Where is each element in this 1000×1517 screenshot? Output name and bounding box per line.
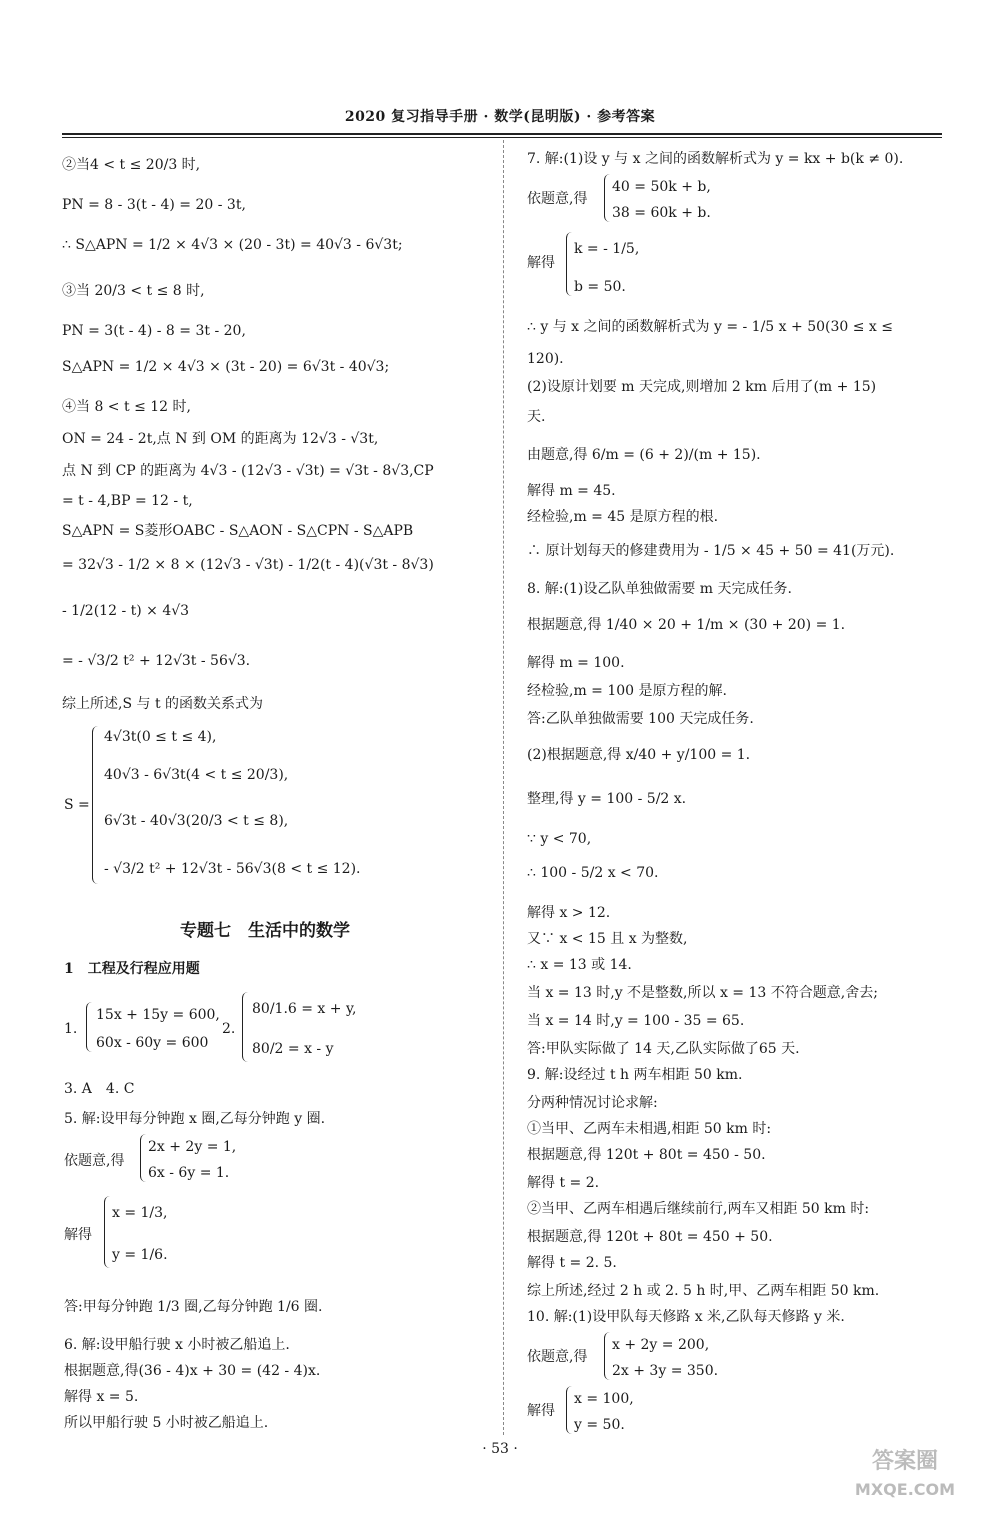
text-line: (2)根据题意,得 x/40 + y/100 = 1. [527, 747, 751, 763]
text-line: 7. 解:(1)设 y 与 x 之间的函数解析式为 y = kx + b(k ≠ 0). [527, 151, 904, 167]
text-line: 120). [527, 351, 564, 367]
text-line: 所以甲船行驶 5 小时被乙船追上. [64, 1415, 269, 1431]
text-line: 分两种情况讨论求解: [527, 1095, 658, 1111]
header-rule-thin [62, 137, 942, 138]
text-line: ∵ y < 70, [527, 831, 592, 847]
text-line: 答:乙队单独做需要 100 天完成任务. [527, 711, 754, 727]
text-line: 解得 m = 100. [527, 655, 625, 671]
text-line: = t - 4,BP = 12 - t, [62, 493, 193, 509]
column-divider [503, 140, 504, 1435]
text-line: ②当4 < t ≤ 20/3 时, [62, 157, 201, 173]
system-brace [242, 992, 250, 1062]
page-header: 2020 复习指导手册 · 数学(昆明版) · 参考答案 [344, 109, 656, 125]
equation: k = - 1/5, [574, 241, 640, 257]
text-line: 经检验,m = 100 是原方程的解. [527, 683, 727, 699]
text-line: 答:甲队实际做了 14 天,乙队实际做了65 天. [527, 1041, 800, 1057]
piecewise-brace [92, 726, 101, 884]
text-line: ④当 8 < t ≤ 12 时, [62, 399, 191, 415]
text-line: = 32√3 - 1/2 × 8 × (12√3 - √3t) - 1/2(t - 4)(√3t - 8√3) [62, 557, 434, 573]
text-line: 由题意,得 6/m = (6 + 2)/(m + 15). [527, 447, 761, 463]
equation: 80/1.6 = x + y, [252, 1001, 357, 1017]
text-line: ①当甲、乙两车未相遇,相距 50 km 时: [527, 1121, 772, 1137]
equation: 38 = 60k + b. [612, 205, 711, 221]
text-line: PN = 8 - 3(t - 4) = 20 - 3t, [62, 197, 246, 213]
equation: 40 = 50k + b, [612, 179, 711, 195]
text-line: 依题意,得 [527, 1349, 588, 1365]
text-line: 解得 m = 45. [527, 483, 616, 499]
text-line: 当 x = 13 时,y 不是整数,所以 x = 13 不符合题意,舍去; [527, 985, 878, 1001]
text-line: 根据题意,得 120t + 80t = 450 - 50. [527, 1147, 766, 1163]
section-title: 专题七 生活中的数学 [180, 921, 350, 941]
text-line: 整理,得 y = 100 - 5/2 x. [527, 791, 687, 807]
system-brace [604, 174, 612, 222]
watermark-logo [830, 1448, 980, 1508]
text-line: 天. [527, 409, 546, 425]
system-brace [604, 1332, 612, 1380]
text-line: 依题意,得 [64, 1153, 125, 1169]
text-line: PN = 3(t - 4) - 8 = 3t - 20, [62, 323, 246, 339]
equation: y = 1/6. [112, 1247, 168, 1263]
piecewise-lhs: S = [64, 797, 90, 813]
text-line: 解得 t = 2. [527, 1175, 600, 1191]
text-line: 答:甲每分钟跑 1/3 圈,乙每分钟跑 1/6 圈. [64, 1299, 323, 1315]
text-line: ∴ y 与 x 之间的函数解析式为 y = - 1/5 x + 50(30 ≤ x ≤ [527, 319, 893, 335]
watermark-text: 答案圈 [871, 1449, 938, 1474]
piecewise-case: 40√3 - 6√3t(4 < t ≤ 20/3), [104, 767, 289, 783]
equation: y = 50. [574, 1417, 625, 1433]
text-line: S△APN = S菱形OABC - S△AON - S△CPN - S△APB [62, 523, 414, 539]
equation: x = 1/3, [112, 1205, 168, 1221]
text-line: 解得 [64, 1227, 92, 1243]
text-line: S△APN = 1/2 × 4√3 × (3t - 20) = 6√3t - 40√3; [62, 359, 390, 375]
text-line: 9. 解:设经过 t h 两车相距 50 km. [527, 1067, 743, 1083]
equation: 6x - 6y = 1. [148, 1165, 230, 1181]
page-number: · 53 · [482, 1441, 518, 1457]
text-line: 经检验,m = 45 是原方程的根. [527, 509, 719, 525]
text-line: 10. 解:(1)设甲队每天修路 x 米,乙队每天修路 y 米. [527, 1309, 845, 1325]
text-line: = - √3/2 t² + 12√3t - 56√3. [62, 653, 251, 669]
text-line: ∴ 100 - 5/2 x < 70. [527, 865, 659, 881]
watermark-url: MXQE.COM [854, 1480, 956, 1499]
piecewise-case: 4√3t(0 ≤ t ≤ 4), [104, 729, 217, 745]
equation: 15x + 15y = 600, [96, 1007, 220, 1023]
equation: 2x + 2y = 1, [148, 1139, 237, 1155]
text-line: 6. 解:设甲船行驶 x 小时被乙船追上. [64, 1337, 290, 1353]
text-line: 解得 t = 2. 5. [527, 1255, 617, 1271]
text-line: 点 N 到 CP 的距离为 4√3 - (12√3 - √3t) = √3t - 8√3,CP [62, 463, 434, 479]
text-line: 根据题意,得(36 - 4)x + 30 = (42 - 4)x. [64, 1363, 321, 1379]
text-line: 综上所述,S 与 t 的函数关系式为 [62, 696, 264, 712]
text-line: 解得 [527, 1403, 555, 1419]
piecewise-case: - √3/2 t² + 12√3t - 56√3(8 < t ≤ 12). [104, 861, 361, 877]
system-brace [86, 1002, 94, 1052]
question-label: 1. [64, 1021, 78, 1037]
system-brace [566, 232, 574, 296]
text-line: 解得 [527, 255, 555, 271]
question-label: 2. [222, 1021, 236, 1037]
text-line: ③当 20/3 < t ≤ 8 时, [62, 283, 205, 299]
text-line: 根据题意,得 120t + 80t = 450 + 50. [527, 1229, 773, 1245]
system-brace [566, 1386, 574, 1434]
text-line: ∴ x = 13 或 14. [527, 957, 632, 973]
text-line: - 1/2(12 - t) × 4√3 [62, 603, 190, 619]
text-line: 3. A 4. C [64, 1081, 135, 1097]
text-line: 5. 解:设甲每分钟跑 x 圈,乙每分钟跑 y 圈. [64, 1111, 326, 1127]
equation: 2x + 3y = 350. [612, 1363, 719, 1379]
text-line: ∴ S△APN = 1/2 × 4√3 × (20 - 3t) = 40√3 - 6√3t; [62, 237, 403, 253]
equation: x + 2y = 200, [612, 1337, 710, 1353]
header-rule [62, 133, 942, 135]
text-line: ∴ 原计划每天的修建费用为 - 1/5 × 45 + 50 = 41(万元). [527, 543, 895, 559]
equation: x = 100, [574, 1391, 634, 1407]
equation: b = 50. [574, 279, 626, 295]
text-line: 当 x = 14 时,y = 100 - 35 = 65. [527, 1013, 745, 1029]
text-line: ON = 24 - 2t,点 N 到 OM 的距离为 12√3 - √3t, [62, 431, 379, 447]
equation: 60x - 60y = 600 [96, 1035, 209, 1051]
text-line: 依题意,得 [527, 191, 588, 207]
text-line: 解得 x > 12. [527, 905, 611, 921]
text-line: 8. 解:(1)设乙队单独做需要 m 天完成任务. [527, 581, 792, 597]
text-line: 根据题意,得 1/40 × 20 + 1/m × (30 + 20) = 1. [527, 617, 846, 633]
text-line: 又∵ x < 15 且 x 为整数, [527, 931, 688, 947]
text-line: 解得 x = 5. [64, 1389, 139, 1405]
text-line: 综上所述,经过 2 h 或 2. 5 h 时,甲、乙两车相距 50 km. [527, 1283, 880, 1299]
equation: 80/2 = x - y [252, 1041, 334, 1057]
text-line: (2)设原计划要 m 天完成,则增加 2 km 后用了(m + 15) [527, 379, 877, 395]
subsection-title: 1 工程及行程应用题 [64, 961, 200, 977]
piecewise-case: 6√3t - 40√3(20/3 < t ≤ 8), [104, 813, 289, 829]
system-brace [104, 1196, 112, 1268]
text-line: ②当甲、乙两车相遇后继续前行,两车又相距 50 km 时: [527, 1201, 870, 1217]
system-brace [140, 1134, 148, 1182]
